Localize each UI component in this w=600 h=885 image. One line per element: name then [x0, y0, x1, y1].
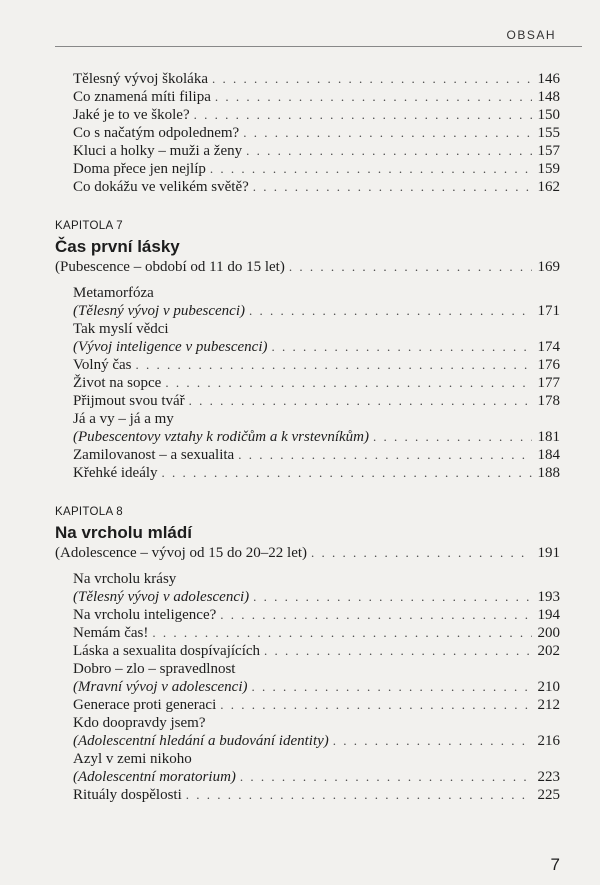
toc-entry-page: 157 — [537, 143, 560, 159]
toc-entry-title: Volný čas — [73, 357, 132, 373]
leader-dots — [246, 142, 532, 160]
leader-dots — [152, 624, 532, 642]
toc-entry-title: Život na sopce — [73, 375, 162, 391]
toc-entry-title: Láska a sexualita dospívajících — [73, 643, 261, 659]
toc-entry — [55, 786, 560, 804]
leader-dots — [271, 338, 532, 356]
toc-entry-page: 212 — [537, 697, 560, 713]
header-rule — [55, 46, 582, 47]
toc-entry-title: Tak myslí vědci — [73, 321, 169, 337]
toc-entry-title: Metamorfóza — [73, 285, 154, 301]
chapter-title: Na vrcholu mládí — [55, 523, 192, 542]
toc-entry-title: Přijmout svou tvář — [73, 393, 185, 409]
toc-entry — [55, 338, 560, 356]
running-header: OBSAH — [506, 28, 556, 42]
toc-entry-title: Co dokážu ve velikém světě? — [73, 179, 249, 195]
toc-entry-title: Kdo doopravdy jsem? — [73, 715, 206, 731]
leader-dots — [210, 160, 532, 178]
toc-entry — [55, 642, 560, 660]
leader-dots — [311, 544, 532, 562]
toc-entry — [55, 732, 560, 750]
toc-entry — [55, 446, 560, 464]
toc-entry — [55, 374, 560, 392]
toc-entry-title: Dobro – zlo – spravedlnost — [73, 661, 236, 677]
toc-entry-title: Na vrcholu inteligence? — [73, 607, 217, 623]
leader-dots — [289, 258, 532, 276]
toc-entry-page: 177 — [537, 375, 560, 391]
leader-dots — [215, 88, 532, 106]
chapter-subtitle-page: 191 — [537, 545, 560, 561]
toc-entry — [55, 88, 560, 106]
toc-entry — [55, 768, 560, 786]
toc-entry — [55, 106, 560, 124]
toc-entry-page: 202 — [537, 643, 560, 659]
chapter-subtitle — [55, 258, 560, 276]
toc-entry-page: 223 — [537, 769, 560, 785]
toc-entry-page: 150 — [537, 107, 560, 123]
toc-entry — [55, 160, 560, 178]
leader-dots — [220, 606, 532, 624]
leader-dots — [373, 428, 532, 446]
chapter-label: KAPITOLA 8 — [55, 506, 123, 518]
leader-dots — [253, 178, 532, 196]
toc-entry-page: 193 — [537, 589, 560, 605]
toc-entry-title: Nemám čas! — [73, 625, 149, 641]
toc-entry-page: 146 — [537, 71, 560, 87]
leader-dots — [189, 392, 532, 410]
leader-dots — [135, 356, 532, 374]
toc-entry-page: 181 — [537, 429, 560, 445]
toc-entry-title: Křehké ideály — [73, 465, 158, 481]
toc-entry-title: Na vrcholu krásy — [73, 571, 177, 587]
chapter-subtitle-page: 169 — [537, 259, 560, 275]
leader-dots — [243, 124, 532, 142]
chapter-title: Čas první lásky — [55, 237, 180, 256]
leader-dots — [162, 464, 532, 482]
toc-entry-page: 176 — [537, 357, 560, 373]
leader-dots — [220, 696, 532, 714]
chapter-subtitle-text: (Pubescence – období od 11 do 15 let) — [55, 259, 285, 275]
toc-entry-subtitle: (Mravní vývoj v adolescenci) — [73, 679, 248, 695]
toc-entry-page: 216 — [537, 733, 560, 749]
toc-entry-title: Co znamená míti filipa — [73, 89, 211, 105]
toc-entry — [55, 428, 560, 446]
chapter-subtitle-text: (Adolescence – vývoj od 15 do 20–22 let) — [55, 545, 308, 561]
toc-entry-page: 210 — [537, 679, 560, 695]
toc-entry-page: 225 — [537, 787, 560, 803]
chapter-subtitle — [55, 544, 560, 562]
toc-entry — [55, 142, 560, 160]
toc-entry-title: Zamilovanost – a sexualita — [73, 447, 235, 463]
toc-entry — [55, 392, 560, 410]
toc-entry-title: Rituály dospělosti — [73, 787, 182, 803]
toc-entry-page: 200 — [537, 625, 560, 641]
toc-entry — [55, 606, 560, 624]
toc-entry-page: 159 — [537, 161, 560, 177]
toc-entry-page: 178 — [537, 393, 560, 409]
toc-entry — [55, 70, 560, 88]
toc-content — [55, 70, 560, 804]
leader-dots — [333, 732, 532, 750]
leader-dots — [249, 302, 532, 320]
chapter-label: KAPITOLA 7 — [55, 220, 123, 232]
leader-dots — [253, 588, 532, 606]
toc-entry — [55, 624, 560, 642]
leader-dots — [186, 786, 532, 804]
leader-dots — [194, 106, 532, 124]
leader-dots — [252, 678, 533, 696]
toc-entry-page: 155 — [537, 125, 560, 141]
toc-entry-page: 194 — [537, 607, 560, 623]
toc-entry-page: 174 — [537, 339, 560, 355]
leader-dots — [240, 768, 532, 786]
toc-entry — [55, 302, 560, 320]
toc-entry-subtitle: (Pubescentovy vztahy k rodičům a k vrstevníkům) — [73, 429, 369, 445]
leader-dots — [165, 374, 532, 392]
toc-entry — [55, 678, 560, 696]
toc-entry — [55, 178, 560, 196]
toc-entry — [55, 588, 560, 606]
leader-dots — [238, 446, 532, 464]
toc-entry-title: Kluci a holky – muži a ženy — [73, 143, 243, 159]
page-number: 7 — [550, 855, 560, 874]
leader-dots — [264, 642, 532, 660]
toc-entry-title: Co s načatým odpolednem? — [73, 125, 240, 141]
toc-entry-title: Azyl v zemi nikoho — [73, 751, 192, 767]
toc-entry-title: Tělesný vývoj školáka — [73, 71, 208, 87]
toc-entry-subtitle: (Adolescentní hledání a budování identity) — [73, 733, 329, 749]
toc-entry-page: 184 — [537, 447, 560, 463]
toc-entry-subtitle: (Tělesný vývoj v pubescenci) — [73, 303, 245, 319]
toc-entry-subtitle: (Adolescentní moratorium) — [73, 769, 236, 785]
toc-entry-subtitle: (Tělesný vývoj v adolescenci) — [73, 589, 250, 605]
toc-entry-page: 188 — [537, 465, 560, 481]
toc-entry-page: 171 — [537, 303, 560, 319]
leader-dots — [212, 70, 532, 88]
toc-entry — [55, 124, 560, 142]
toc-entry-page: 162 — [537, 179, 560, 195]
toc-entry-title: Já a vy – já a my — [73, 411, 174, 427]
toc-entry-title: Jaké je to ve škole? — [73, 107, 190, 123]
toc-entry-page: 148 — [537, 89, 560, 105]
toc-entry-title: Generace proti generaci — [73, 697, 217, 713]
toc-entry-title: Doma přece jen nejlíp — [73, 161, 206, 177]
toc-entry-subtitle: (Vývoj inteligence v pubescenci) — [73, 339, 268, 355]
toc-entry — [55, 464, 560, 482]
toc-entry — [55, 356, 560, 374]
toc-entry — [55, 696, 560, 714]
